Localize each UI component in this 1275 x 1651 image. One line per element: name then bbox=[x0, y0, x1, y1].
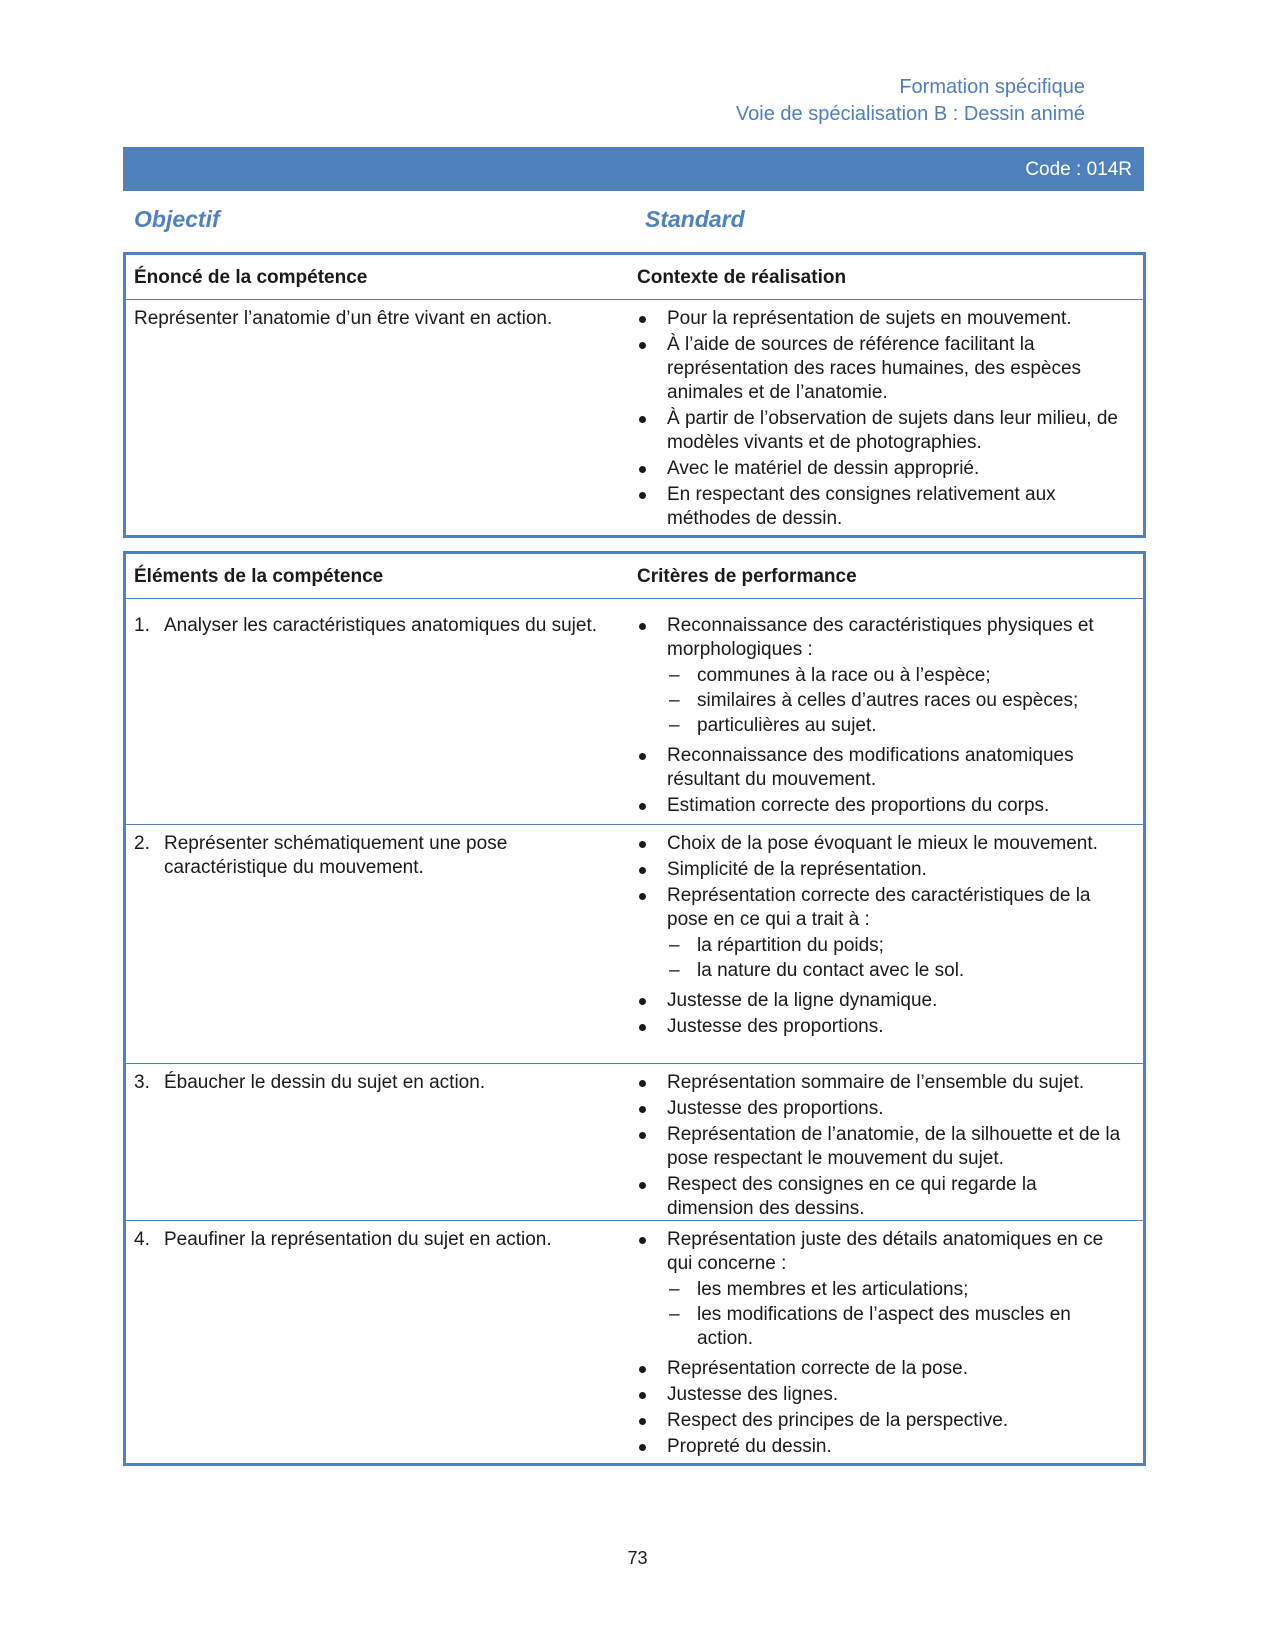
criterion-item bbox=[637, 614, 1127, 738]
context-item-text: Pour la représentation de sujets en mouvement. bbox=[667, 308, 1072, 329]
criterion-text: Propreté du dessin. bbox=[667, 1436, 832, 1457]
bullet-icon bbox=[639, 1444, 646, 1451]
criteria-list bbox=[637, 1071, 1127, 1221]
criterion-text: Représentation juste des détails anatomiques en ce qui concerne : bbox=[667, 1229, 1104, 1274]
sub-criterion-text: communes à la race ou à l’espèce; bbox=[697, 665, 991, 686]
element-cell bbox=[134, 1228, 624, 1252]
header-specialization: Voie de spécialisation B : Dessin animé bbox=[735, 103, 1085, 125]
sub-criterion-item bbox=[667, 1303, 1127, 1351]
sub-criterion-item bbox=[667, 714, 1127, 738]
context-item-text: À l’aide de sources de référence facilitant la représentation des races humaines, des espèces animales et de l’anatomie. bbox=[667, 334, 1082, 403]
competence-statement-table bbox=[123, 252, 1146, 538]
criterion-item bbox=[637, 1015, 1127, 1039]
element-cell bbox=[134, 614, 624, 638]
criterion-text: Représentation correcte de la pose. bbox=[667, 1358, 969, 1379]
criterion-text: Représentation de l’anatomie, de la silhouette et de la pose respectant le mouvement du sujet. bbox=[667, 1124, 1121, 1169]
bullet-icon bbox=[639, 1182, 646, 1189]
criterion-item bbox=[637, 1357, 1127, 1381]
criterion-item bbox=[637, 1228, 1127, 1351]
element-row bbox=[126, 1063, 1143, 1221]
sub-criterion-item bbox=[667, 689, 1127, 713]
bullet-icon bbox=[639, 998, 646, 1005]
elements-header-row bbox=[126, 554, 1143, 599]
sub-criterion-item bbox=[667, 664, 1127, 688]
sub-criterion-item bbox=[667, 959, 1127, 983]
element-row bbox=[126, 1220, 1143, 1457]
criteria-heading: Critères de performance bbox=[637, 566, 857, 587]
criteria-cell bbox=[637, 614, 1127, 820]
bullet-icon bbox=[639, 316, 646, 323]
criterion-item bbox=[637, 989, 1127, 1013]
criterion-item bbox=[637, 794, 1127, 818]
competency-code: Code : 014R bbox=[1025, 159, 1132, 180]
sub-criteria-list bbox=[667, 664, 1127, 738]
objective-title: Objectif bbox=[134, 206, 220, 232]
elements-heading: Éléments de la compétence bbox=[134, 566, 384, 587]
criterion-text: Justesse des proportions. bbox=[667, 1098, 884, 1119]
criterion-text: Justesse des proportions. bbox=[667, 1016, 884, 1037]
criterion-item bbox=[637, 1173, 1127, 1221]
context-item bbox=[637, 307, 1127, 331]
criterion-text: Représentation sommaire de l’ensemble du sujet. bbox=[667, 1072, 1085, 1093]
bullet-icon bbox=[639, 841, 646, 848]
context-item-text: À partir de l’observation de sujets dans leur milieu, de modèles vivants et de photographies. bbox=[667, 408, 1118, 453]
criterion-text: Justesse de la ligne dynamique. bbox=[667, 990, 938, 1011]
element-text: Peaufiner la représentation du sujet en action. bbox=[164, 1229, 552, 1250]
statement-heading: Énoncé de la compétence bbox=[134, 267, 368, 288]
sub-criteria-list bbox=[667, 1278, 1127, 1351]
title-band bbox=[123, 147, 1144, 191]
elements-table bbox=[123, 551, 1146, 1466]
criterion-item bbox=[637, 858, 1127, 882]
criterion-item bbox=[637, 884, 1127, 983]
criterion-text: Représentation correcte des caractéristiques de la pose en ce qui a trait à : bbox=[667, 885, 1091, 930]
context-item bbox=[637, 483, 1127, 531]
bullet-icon bbox=[639, 1024, 646, 1031]
bullet-icon bbox=[639, 1392, 646, 1399]
criterion-item bbox=[637, 1435, 1127, 1459]
element-cell bbox=[134, 1071, 624, 1095]
criteria-cell bbox=[637, 832, 1127, 1041]
bullet-icon bbox=[639, 1132, 646, 1139]
sub-criterion-text: similaires à celles d’autres races ou espèces; bbox=[697, 690, 1079, 711]
criterion-item bbox=[637, 1123, 1127, 1171]
bullet-icon bbox=[639, 466, 646, 473]
sub-criterion-text: la répartition du poids; bbox=[697, 935, 884, 956]
dash-icon: – bbox=[669, 715, 680, 736]
dash-icon: – bbox=[669, 960, 680, 981]
element-number: 2. bbox=[134, 833, 150, 854]
dash-icon: – bbox=[669, 690, 680, 711]
criterion-text: Simplicité de la représentation. bbox=[667, 859, 927, 880]
criteria-list bbox=[637, 1228, 1127, 1459]
bullet-icon bbox=[639, 1418, 646, 1425]
bullet-icon bbox=[639, 342, 646, 349]
criterion-text: Reconnaissance des modifications anatomiques résultant du mouvement. bbox=[667, 745, 1074, 790]
bullet-icon bbox=[639, 867, 646, 874]
dash-icon: – bbox=[669, 665, 680, 686]
criterion-item bbox=[637, 744, 1127, 792]
bullet-icon bbox=[639, 416, 646, 423]
criterion-text: Respect des principes de la perspective. bbox=[667, 1410, 1009, 1431]
criteria-list bbox=[637, 832, 1127, 1039]
sub-criterion-text: les modifications de l’aspect des muscles en action. bbox=[697, 1304, 1071, 1349]
bullet-icon bbox=[639, 753, 646, 760]
element-row bbox=[126, 606, 1143, 825]
section-titles bbox=[134, 206, 1134, 236]
bullet-icon bbox=[639, 492, 646, 499]
context-item bbox=[637, 333, 1127, 405]
sub-criteria-list bbox=[667, 934, 1127, 983]
page-number: 73 bbox=[627, 1548, 648, 1568]
element-number: 4. bbox=[134, 1229, 150, 1250]
competence-statement: Représenter l’anatomie d’un être vivant en action. bbox=[134, 308, 553, 329]
criteria-cell bbox=[637, 1071, 1127, 1223]
sub-criterion-text: les membres et les articulations; bbox=[697, 1279, 969, 1300]
element-text: Analyser les caractéristiques anatomiques du sujet. bbox=[164, 615, 598, 636]
criterion-item bbox=[637, 832, 1127, 856]
table-header-row bbox=[126, 255, 1143, 300]
context-item bbox=[637, 407, 1127, 455]
context-heading: Contexte de réalisation bbox=[637, 267, 847, 288]
standard-title: Standard bbox=[645, 206, 745, 232]
criterion-item bbox=[637, 1383, 1127, 1407]
criteria-list bbox=[637, 614, 1127, 818]
element-number: 1. bbox=[134, 615, 150, 636]
context-item bbox=[637, 457, 1127, 481]
element-text: Représenter schématiquement une pose caractéristique du mouvement. bbox=[164, 833, 508, 878]
bullet-icon bbox=[639, 1237, 646, 1244]
bullet-icon bbox=[639, 1366, 646, 1373]
bullet-icon bbox=[639, 893, 646, 900]
context-item-text: En respectant des consignes relativement aux méthodes de dessin. bbox=[667, 484, 1056, 529]
bullet-icon bbox=[639, 803, 646, 810]
criterion-text: Respect des consignes en ce qui regarde la dimension des dessins. bbox=[667, 1174, 1037, 1219]
sub-criterion-text: particulières au sujet. bbox=[697, 715, 877, 736]
context-item-text: Avec le matériel de dessin approprié. bbox=[667, 458, 980, 479]
bullet-icon bbox=[639, 1106, 646, 1113]
criterion-text: Reconnaissance des caractéristiques physiques et morphologiques : bbox=[667, 615, 1094, 660]
criterion-text: Estimation correcte des proportions du corps. bbox=[667, 795, 1050, 816]
criterion-item bbox=[637, 1071, 1127, 1095]
element-text: Ébaucher le dessin du sujet en action. bbox=[164, 1072, 486, 1093]
sub-criterion-text: la nature du contact avec le sol. bbox=[697, 960, 965, 981]
dash-icon: – bbox=[669, 1304, 680, 1325]
dash-icon: – bbox=[669, 1279, 680, 1300]
bullet-icon bbox=[639, 1080, 646, 1087]
dash-icon: – bbox=[669, 935, 680, 956]
element-row bbox=[126, 824, 1143, 1064]
header-program: Formation spécifique bbox=[899, 76, 1085, 98]
criterion-item bbox=[637, 1097, 1127, 1121]
context-list bbox=[637, 307, 1127, 531]
sub-criterion-item bbox=[667, 1278, 1127, 1302]
sub-criterion-item bbox=[667, 934, 1127, 958]
criterion-text: Justesse des lignes. bbox=[667, 1384, 839, 1405]
criterion-item bbox=[637, 1409, 1127, 1433]
criterion-text: Choix de la pose évoquant le mieux le mouvement. bbox=[667, 833, 1098, 854]
criteria-cell bbox=[637, 1228, 1127, 1461]
bullet-icon bbox=[639, 623, 646, 630]
element-number: 3. bbox=[134, 1072, 150, 1093]
element-cell bbox=[134, 832, 624, 880]
